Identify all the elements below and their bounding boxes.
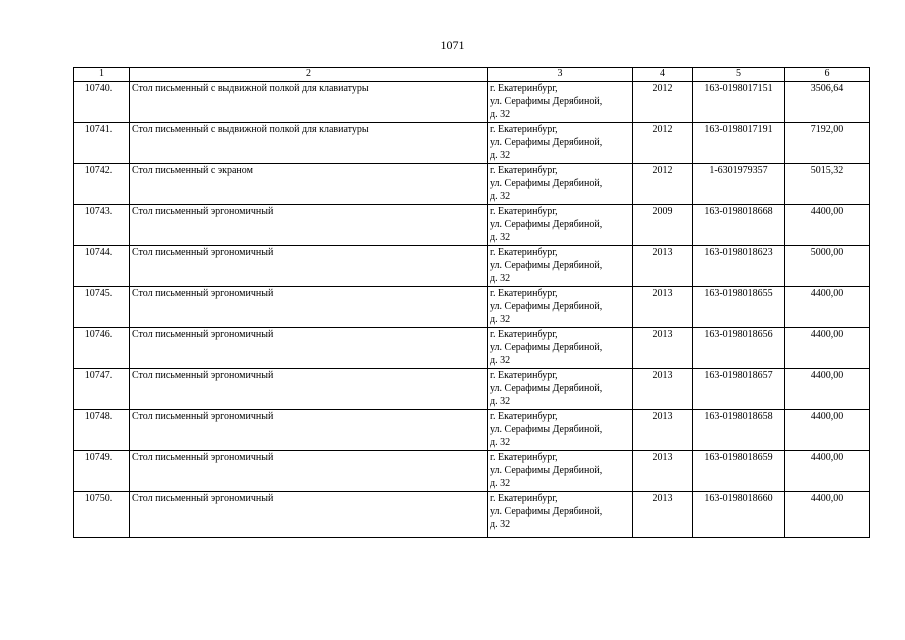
- address-city: г. Екатеринбург,: [490, 288, 558, 299]
- item-address: [488, 369, 633, 410]
- address-city: г. Екатеринбург,: [490, 206, 558, 217]
- address-building: д. 32: [490, 478, 511, 489]
- item-year: 2012: [633, 164, 693, 205]
- item-address: [488, 82, 633, 123]
- table-row: [74, 492, 870, 538]
- column-header-3: 3: [488, 68, 633, 82]
- address-street: ул. Серафимы Дерябиной,: [490, 96, 603, 107]
- item-name: Стол письменный эргономичный: [130, 410, 488, 451]
- address-building: д. 32: [490, 519, 511, 530]
- inventory-number: 163-0198017151: [693, 82, 785, 123]
- inventory-number: 163-0198018657: [693, 369, 785, 410]
- row-number: 10744.: [74, 246, 130, 287]
- table-row: [74, 410, 870, 451]
- column-header-6: 6: [785, 68, 870, 82]
- address-street: ул. Серафимы Дерябиной,: [490, 301, 603, 312]
- item-address: [488, 328, 633, 369]
- item-name: Стол письменный с выдвижной полкой для клавиатуры: [130, 123, 488, 164]
- table-row: [74, 328, 870, 369]
- address-city: г. Екатеринбург,: [490, 83, 558, 94]
- inventory-number: 163-0198018660: [693, 492, 785, 538]
- item-cost: 7192,00: [785, 123, 870, 164]
- address-building: д. 32: [490, 355, 511, 366]
- address-city: г. Екатеринбург,: [490, 370, 558, 381]
- column-header-2: 2: [130, 68, 488, 82]
- item-cost: 4400,00: [785, 205, 870, 246]
- row-number: 10740.: [74, 82, 130, 123]
- table-row: [74, 123, 870, 164]
- item-cost: 5000,00: [785, 246, 870, 287]
- address-building: д. 32: [490, 314, 511, 325]
- address-city: г. Екатеринбург,: [490, 452, 558, 463]
- item-year: 2009: [633, 205, 693, 246]
- item-cost: 4400,00: [785, 369, 870, 410]
- address-building: д. 32: [490, 150, 511, 161]
- item-address: [488, 164, 633, 205]
- inventory-number: 163-0198018668: [693, 205, 785, 246]
- item-year: 2013: [633, 451, 693, 492]
- table-row: [74, 451, 870, 492]
- item-name: Стол письменный эргономичный: [130, 451, 488, 492]
- inventory-number: 163-0198017191: [693, 123, 785, 164]
- item-year: 2013: [633, 246, 693, 287]
- inventory-number: 1-6301979357: [693, 164, 785, 205]
- row-number: 10742.: [74, 164, 130, 205]
- address-city: г. Екатеринбург,: [490, 411, 558, 422]
- table-row: [74, 164, 870, 205]
- inventory-number: 163-0198018623: [693, 246, 785, 287]
- item-name: Стол письменный эргономичный: [130, 492, 488, 538]
- column-header-4: 4: [633, 68, 693, 82]
- address-street: ул. Серафимы Дерябиной,: [490, 424, 603, 435]
- table-row: [74, 246, 870, 287]
- register-table: [73, 67, 870, 538]
- item-year: 2013: [633, 328, 693, 369]
- item-name: Стол письменный эргономичный: [130, 369, 488, 410]
- address-city: г. Екатеринбург,: [490, 493, 558, 504]
- item-address: [488, 492, 633, 538]
- inventory-number: 163-0198018655: [693, 287, 785, 328]
- header-row: [74, 68, 870, 82]
- table-row: [74, 82, 870, 123]
- column-header-1: 1: [74, 68, 130, 82]
- column-header-5: 5: [693, 68, 785, 82]
- item-address: [488, 287, 633, 328]
- table-row: [74, 369, 870, 410]
- item-address: [488, 451, 633, 492]
- inventory-number: 163-0198018659: [693, 451, 785, 492]
- address-building: д. 32: [490, 232, 511, 243]
- address-street: ул. Серафимы Дерябиной,: [490, 342, 603, 353]
- item-cost: 3506,64: [785, 82, 870, 123]
- row-number: 10743.: [74, 205, 130, 246]
- inventory-number: 163-0198018656: [693, 328, 785, 369]
- item-year: 2012: [633, 123, 693, 164]
- item-name: Стол письменный эргономичный: [130, 246, 488, 287]
- item-cost: 4400,00: [785, 328, 870, 369]
- row-number: 10745.: [74, 287, 130, 328]
- row-number: 10749.: [74, 451, 130, 492]
- page-number: 1071: [440, 38, 465, 52]
- row-number: 10741.: [74, 123, 130, 164]
- item-cost: 4400,00: [785, 410, 870, 451]
- item-address: [488, 123, 633, 164]
- address-city: г. Екатеринбург,: [490, 165, 558, 176]
- address-building: д. 32: [490, 109, 511, 120]
- address-street: ул. Серафимы Дерябиной,: [490, 178, 603, 189]
- item-address: [488, 246, 633, 287]
- address-street: ул. Серафимы Дерябиной,: [490, 137, 603, 148]
- address-city: г. Екатеринбург,: [490, 124, 558, 135]
- item-year: 2013: [633, 287, 693, 328]
- address-building: д. 32: [490, 396, 511, 407]
- table-row: [74, 287, 870, 328]
- address-street: ул. Серафимы Дерябиной,: [490, 465, 603, 476]
- address-street: ул. Серафимы Дерябиной,: [490, 260, 603, 271]
- address-city: г. Екатеринбург,: [490, 329, 558, 340]
- address-city: г. Екатеринбург,: [490, 247, 558, 258]
- address-street: ул. Серафимы Дерябиной,: [490, 219, 603, 230]
- item-cost: 4400,00: [785, 451, 870, 492]
- item-name: Стол письменный эргономичный: [130, 328, 488, 369]
- item-name: Стол письменный эргономичный: [130, 287, 488, 328]
- row-number: 10748.: [74, 410, 130, 451]
- inventory-number: 163-0198018658: [693, 410, 785, 451]
- address-building: д. 32: [490, 437, 511, 448]
- item-cost: 5015,32: [785, 164, 870, 205]
- item-address: [488, 410, 633, 451]
- item-address: [488, 205, 633, 246]
- row-number: 10750.: [74, 492, 130, 538]
- item-year: 2013: [633, 410, 693, 451]
- address-building: д. 32: [490, 191, 511, 202]
- address-street: ул. Серафимы Дерябиной,: [490, 506, 603, 517]
- item-year: 2013: [633, 492, 693, 538]
- item-cost: 4400,00: [785, 287, 870, 328]
- item-year: 2012: [633, 82, 693, 123]
- item-name: Стол письменный с экраном: [130, 164, 488, 205]
- table-row: [74, 205, 870, 246]
- row-number: 10747.: [74, 369, 130, 410]
- item-name: Стол письменный с выдвижной полкой для клавиатуры: [130, 82, 488, 123]
- address-building: д. 32: [490, 273, 511, 284]
- row-number: 10746.: [74, 328, 130, 369]
- item-year: 2013: [633, 369, 693, 410]
- address-street: ул. Серафимы Дерябиной,: [490, 383, 603, 394]
- item-name: Стол письменный эргономичный: [130, 205, 488, 246]
- item-cost: 4400,00: [785, 492, 870, 538]
